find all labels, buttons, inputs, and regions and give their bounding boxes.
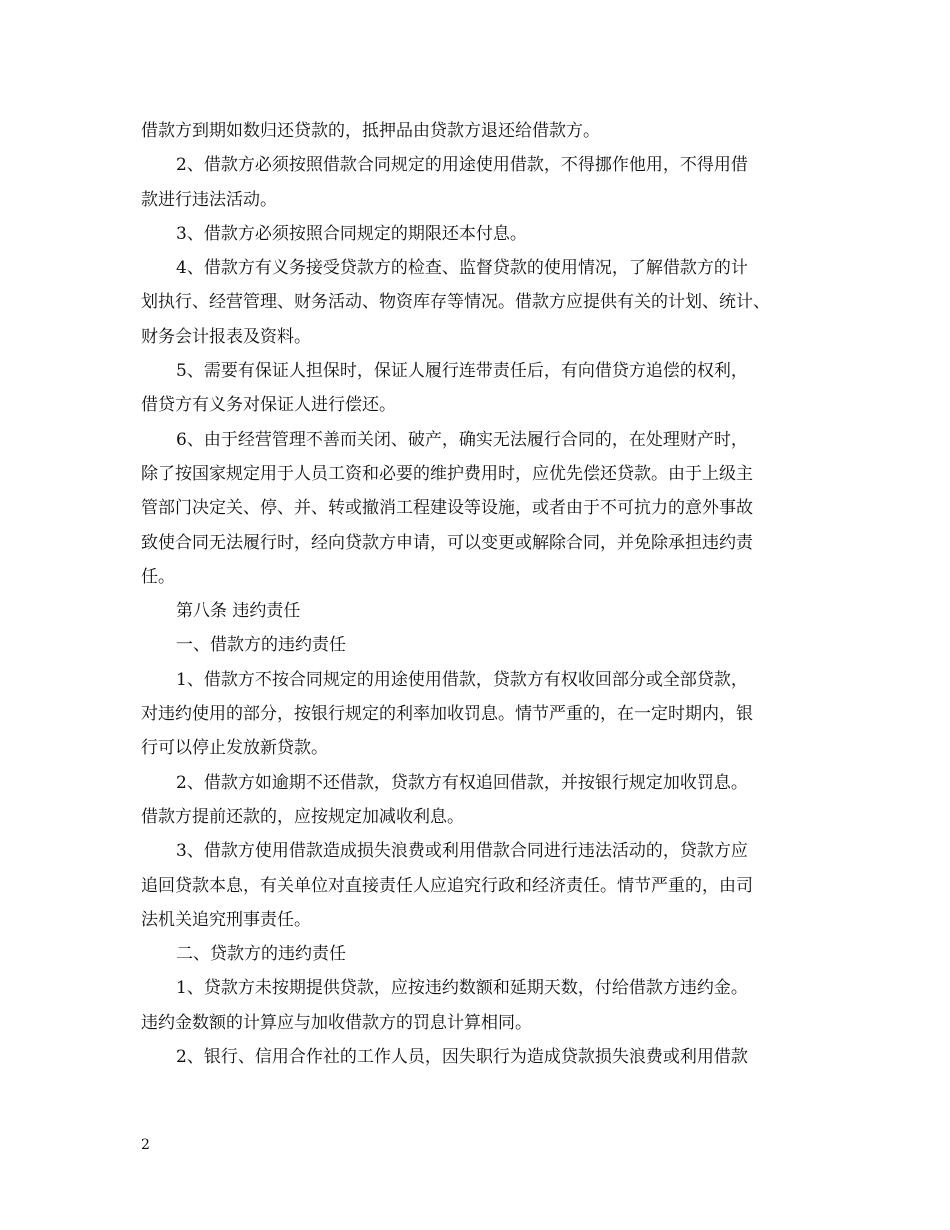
text-line: 致使合同无法履行时，经向贷款方申请，可以变更或解除合同，并免除承担违约责 xyxy=(141,532,753,553)
text-line: 财务会计报表及资料。 xyxy=(141,326,311,347)
text-line: 违约金数额的计算应与加收借款方的罚息计算相同。 xyxy=(141,1012,532,1033)
text-line: 管部门决定关、停、并、转或撤消工程建设等设施，或者由于不可抗力的意外事故 xyxy=(141,498,753,519)
text-line: 6、由于经营管理不善而关闭、破产，确实无法履行合同的，在处理财产时， xyxy=(176,429,748,450)
text-line: 划执行、经营管理、财务活动、物资库存等情况。借款方应提供有关的计划、统计、 xyxy=(141,292,770,313)
text-line: 1、贷款方未按期提供贷款，应按违约数额和延期天数，付给借款方违约金。 xyxy=(176,978,748,999)
text-line: 对违约使用的部分，按银行规定的利率加收罚息。情节严重的，在一定时期内，银 xyxy=(141,704,753,725)
text-line: 借贷方有义务对保证人进行偿还。 xyxy=(141,395,396,416)
text-line: 借款方提前还款的，应按规定加减收利息。 xyxy=(141,806,464,827)
text-line: 3、借款方必须按照合同规定的期限还本付息。 xyxy=(176,223,527,244)
text-line: 2、银行、信用合作社的工作人员，因失职行为造成贷款损失浪费或利用借款 xyxy=(176,1047,748,1068)
text-line: 一、借款方的违约责任 xyxy=(176,635,346,656)
text-line: 法机关追究刑事责任。 xyxy=(141,909,311,930)
text-line: 任。 xyxy=(141,566,175,587)
text-line: 款进行违法活动。 xyxy=(141,189,277,210)
text-line: 二、贷款方的违约责任 xyxy=(176,944,346,965)
text-line: 2、借款方如逾期不还借款，贷款方有权追回借款，并按银行规定加收罚息。 xyxy=(176,772,748,793)
text-line: 追回贷款本息，有关单位对直接责任人应追究行政和经济责任。情节严重的，由司 xyxy=(141,875,753,896)
text-line: 2、借款方必须按照借款合同规定的用途使用借款，不得挪作他用，不得用借 xyxy=(176,155,748,176)
text-line: 行可以停止发放新贷款。 xyxy=(141,738,328,759)
text-line: 1、借款方不按合同规定的用途使用借款，贷款方有权收回部分或全部贷款， xyxy=(176,669,748,690)
text-line: 借款方到期如数归还贷款的，抵押品由贷款方退还给借款方。 xyxy=(141,121,600,141)
document-body xyxy=(141,114,831,1074)
text-line: 5、需要有保证人担保时，保证人履行连带责任后，有向借贷方追偿的权利， xyxy=(176,361,748,382)
text-line: 第八条 违约责任 xyxy=(176,601,301,622)
text-line: 4、借款方有义务接受贷款方的检查、监督贷款的使用情况，了解借款方的计 xyxy=(176,258,748,279)
text-line: 3、借款方使用借款造成损失浪费或利用借款合同进行违法活动的，贷款方应 xyxy=(176,841,748,862)
text-line: 除了按国家规定用于人员工资和必要的维护费用时，应优先偿还贷款。由于上级主 xyxy=(141,463,753,484)
page-number: 2 xyxy=(141,1137,150,1153)
